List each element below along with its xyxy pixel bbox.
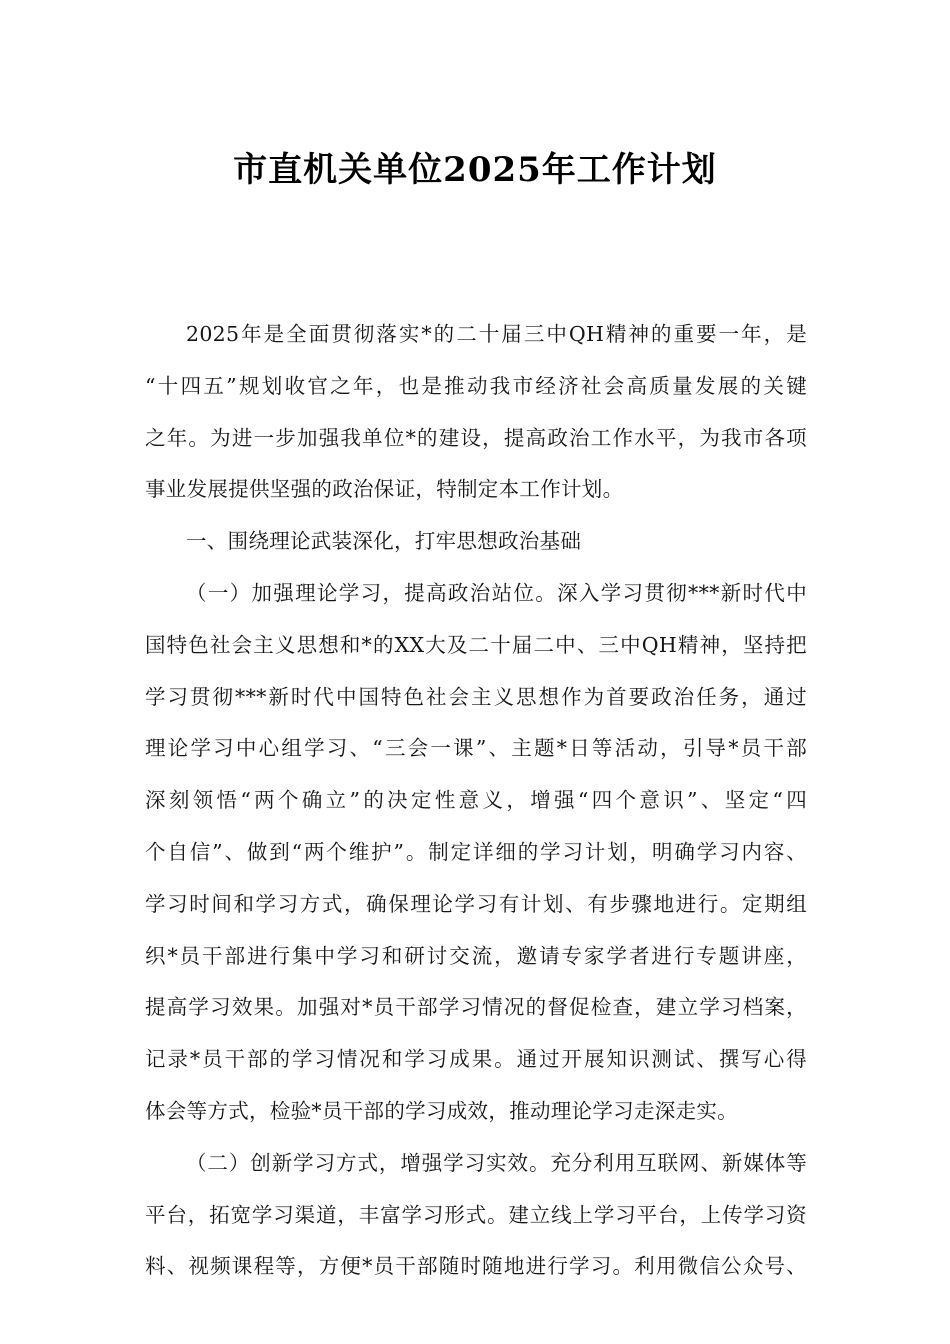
text-line: 学习时间和学习方式，确保理论学习有计划、有步骤地进行。定期组 [145, 891, 807, 916]
text-line: 料、视频课程等，方便*员干部随时随地进行学习。利用微信公众号、 [145, 1254, 807, 1279]
text-line: 平台，拓宽学习渠道，丰富学习形式。建立线上学习平台，上传学习资 [145, 1202, 807, 1227]
subsection-1-paragraph [145, 568, 807, 1138]
section-heading-1 [145, 516, 807, 568]
text-line: 之年。为进一步加强我单位*的建设，提高政治工作水平，为我市各项 [145, 425, 807, 450]
document-body [145, 309, 807, 1293]
text-line: 记录*员干部的学习情况和学习成果。通过开展知识测试、撰写心得 [145, 1047, 807, 1072]
text-line: “十四五”规划收官之年，也是推动我市经济社会高质量发展的关键 [145, 373, 807, 398]
document-title: 市直机关单位2025年工作计划 [233, 150, 717, 190]
text-line: （一）加强理论学习，提高政治站位。深入学习贯彻***新时代中 [186, 580, 807, 605]
text-line: 体会等方式，检验*员干部的学习成效，推动理论学习走深走实。 [145, 1098, 738, 1123]
text-line: 织*员干部进行集中学习和研讨交流，邀请专家学者进行专题讲座， [145, 943, 807, 968]
text-line: 提高学习效果。加强对*员干部学习情况的督促检查，建立学习档案， [145, 995, 807, 1020]
text-line: 深刻领悟“两个确立”的决定性意义，增强“四个意识”、坚定“四 [145, 788, 807, 813]
subsection-2-paragraph [145, 1138, 807, 1293]
text-line: 事业发展提供坚强的政治保证，特制定本工作计划。 [145, 477, 624, 502]
text-line: （二）创新学习方式，增强学习实效。充分利用互联网、新媒体等 [186, 1150, 807, 1175]
text-line: 个自信”、做到“两个维护”。制定详细的学习计划，明确学习内容、 [145, 839, 807, 864]
intro-paragraph [145, 309, 807, 516]
text-line: 学习贯彻***新时代中国特色社会主义思想作为首要政治任务，通过 [145, 684, 807, 709]
text-line: 理论学习中心组学习、“三会一课”、主题*日等活动，引导*员干部 [145, 736, 807, 761]
text-line: 2025年是全面贯彻落实*的二十届三中QH精神的重要一年，是 [186, 322, 807, 346]
heading-text: 一、围绕理论武装深化，打牢思想政治基础 [186, 529, 582, 554]
text-line: 国特色社会主义思想和*的XX大及二十届二中、三中QH精神，坚持把 [145, 632, 807, 657]
